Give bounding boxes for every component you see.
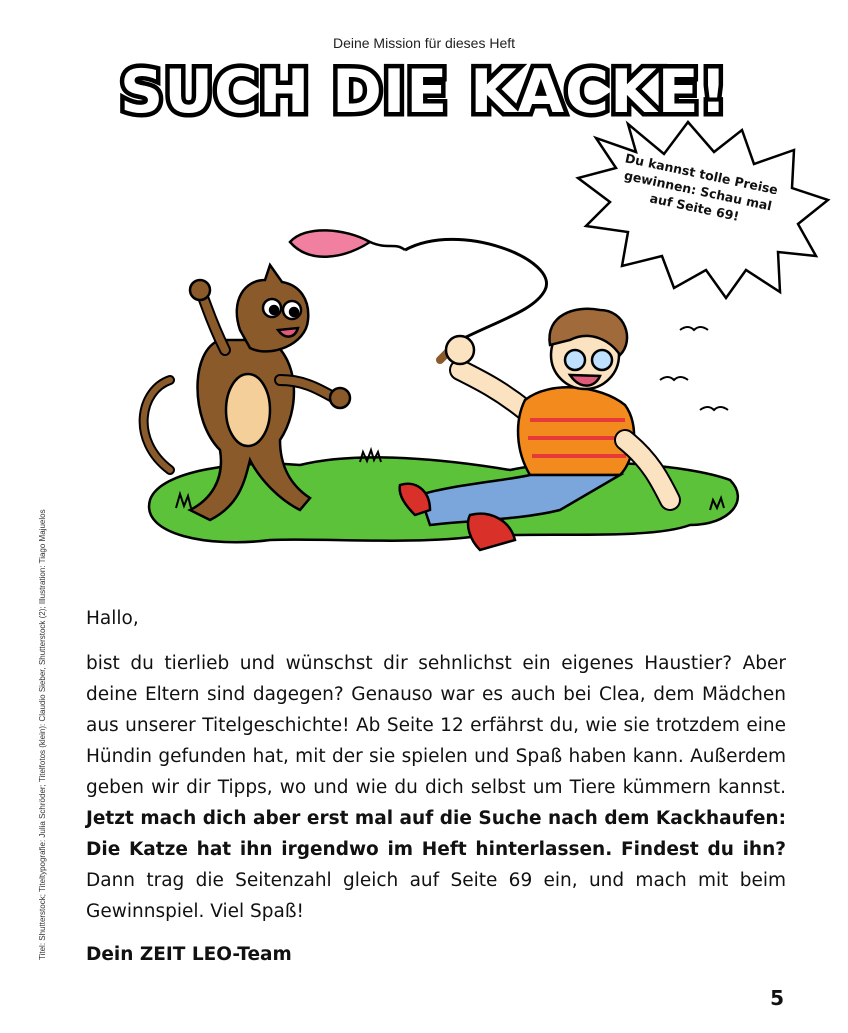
feather-toy (290, 230, 547, 360)
section-kicker: Deine Mission für dieses Heft (332, 35, 516, 51)
greeting: Hallo, (86, 608, 139, 629)
paragraph-highlight: Jetzt mach dich aber erst mal auf die Suche nach dem Kackhaufen: Die Katze hat ihn irgendwo im Heft hinterlassen. Findest du ihn? (86, 808, 786, 860)
editorial-text (86, 603, 786, 970)
signature: Dein ZEIT LEO-Team (86, 944, 292, 965)
paragraph-intro: bist du tierlieb und wünschst dir sehnlichst ein eigenes Haustier? Aber deine Eltern sind dagegen? Genauso war es auch bei Clea, dem Mädchen aus unserer Titelgeschichte! Ab Seite 12 erfährst du, wie sie trotzdem eine Hündin gefunden hat, mit der sie spielen und Spaß haben kann. Außerdem geben wir dir Tipps, wo und wie du dich selbst um Tiere kümmern kannst. (86, 653, 786, 798)
image-credits: Titel: Shutterstock; Titeltypografie: Julia Schröder; Titelfotos (klein): Claudio Sieber, Shutterstock (2); Illustration: Tiago Majuelos (38, 509, 47, 960)
page-headline: SUCH DIE KACKE! (120, 57, 728, 127)
page-number: 5 (770, 986, 784, 1010)
body-paragraph (86, 648, 786, 927)
cover-illustration (130, 180, 750, 570)
paragraph-end: Dann trag die Seitenzahl gleich auf Seite 69 ein, und mach mit beim Gewinnspiel. Viel Spaß! (86, 870, 786, 922)
starburst-text: Du kannst tolle Preise gewinnen: Schau mal auf Seite 69! (622, 150, 780, 224)
